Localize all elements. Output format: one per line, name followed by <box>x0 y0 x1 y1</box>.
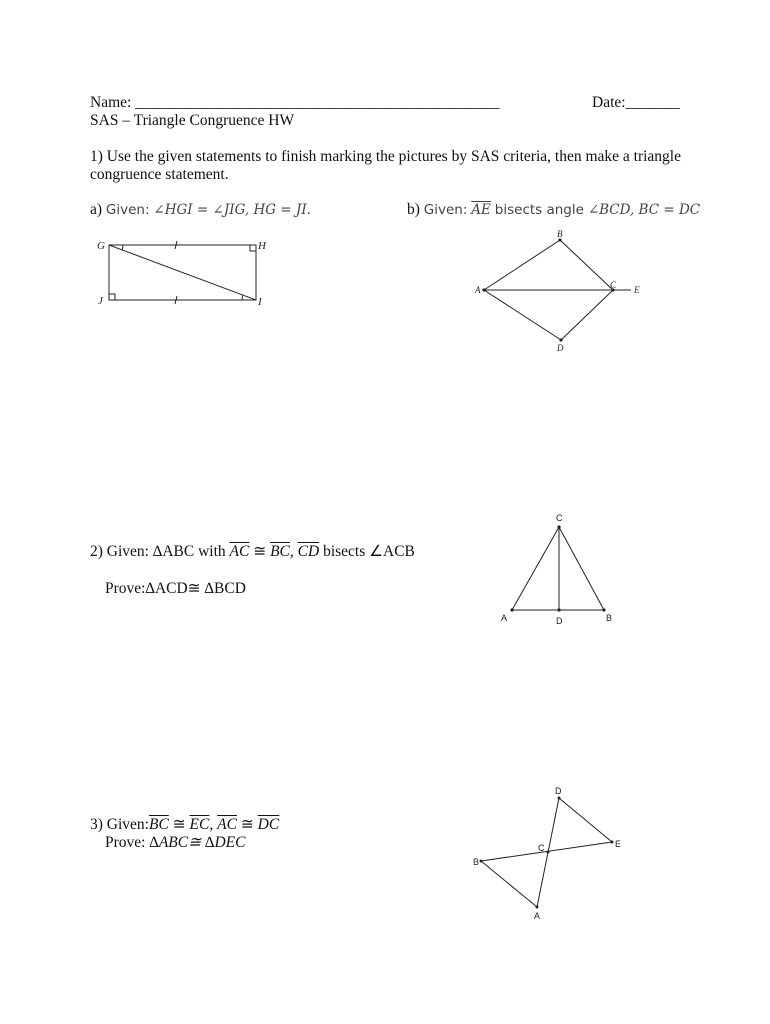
fig1b-label-b: B <box>557 229 563 239</box>
q1b-given-math: ∠BCD, BC = DC <box>587 202 701 218</box>
q1b-given-prefix: Given: <box>423 202 468 218</box>
q1b-segment: $\overline{AE}$ <box>471 202 491 218</box>
fig1b-label-a: A <box>475 285 481 295</box>
q2-seg-cd: $\overline{CD}$ <box>297 543 320 560</box>
q3-seg-dc: $\overline{DC}$ <box>257 816 280 833</box>
fig3-label-a: A <box>534 911 541 921</box>
fig3-label-b: B <box>473 857 480 867</box>
q2-bisects: bisects ∠ACB <box>323 543 415 560</box>
q1a-given-prefix: Given: <box>105 202 150 218</box>
fig3-label-d: D <box>555 786 562 796</box>
q2-comma: , <box>289 543 294 560</box>
fig1b-label-c: C <box>610 280 617 290</box>
q1-prompt-line2: congruence statement. <box>90 166 229 183</box>
q3-seg-bc: $\overline{BC}$ <box>148 816 169 833</box>
fig1b-label-e: E <box>634 285 640 295</box>
q3-prove-math: ∆ABC≅ ∆DEC <box>149 834 246 851</box>
fig1a-label-j: J <box>98 295 103 307</box>
q1b-label: b) <box>407 201 420 218</box>
fig2-label-d: D <box>556 616 563 626</box>
q2-seg-bc: $\overline{BC}$ <box>270 543 290 560</box>
date-field-label: Date:_______ <box>592 94 680 111</box>
q2-seg-ac: $\overline{AC}$ <box>229 543 250 560</box>
fig3-label-e: E <box>615 839 622 849</box>
q2-cong: ≅ <box>253 543 267 560</box>
q3-comma: , <box>209 816 214 833</box>
q3-cong1: ≅ <box>172 816 186 833</box>
fig1a-label-g: G <box>97 240 105 252</box>
fig2-label-a: A <box>501 613 508 623</box>
q3-prove-prefix: Prove: <box>105 834 146 851</box>
q1-prompt-line1: 1) Use the given statements to finish marking the pictures by SAS criteria, then make a triangle <box>90 148 681 165</box>
q3-seg-ec: $\overline{EC}$ <box>189 816 210 833</box>
fig2-label-b: B <box>606 613 613 623</box>
q2-given-prefix: 2) Given: ∆ABC with <box>90 543 226 560</box>
fig1a-label-i: I <box>258 296 262 308</box>
name-field-label: Name: _______________________________________________ <box>90 94 500 111</box>
q1b-given-rest: bisects angle <box>494 202 584 218</box>
fig1a-label-h: H <box>258 240 266 252</box>
q3-seg-ac: $\overline{AC}$ <box>217 816 237 833</box>
q3-cong2: ≅ <box>240 816 254 833</box>
fig1b-label-d: D <box>557 343 564 353</box>
q1a-label: a) <box>90 201 103 218</box>
q1a-given-math: ∠HGI = ∠JIG, HG = JI. <box>153 202 311 218</box>
fig2-label-c: C <box>556 513 563 523</box>
q3-given-prefix: 3) Given: <box>90 816 149 833</box>
q2-prove: Prove:∆ACD≅ ∆BCD <box>105 580 246 597</box>
worksheet-title: SAS – Triangle Congruence HW <box>90 112 295 129</box>
fig3-label-c: C <box>538 843 545 853</box>
